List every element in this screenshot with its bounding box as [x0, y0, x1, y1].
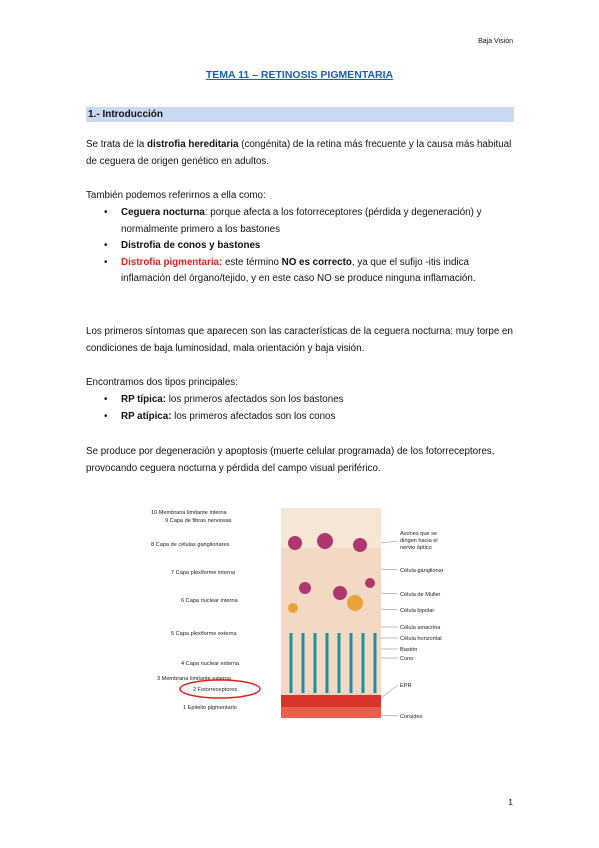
label-muller-cell: Célula de Muller: [400, 592, 441, 598]
label-layer-5: 5 Capa plexiforme externa: [171, 631, 237, 637]
label-layer-10: 10 Membrana limitante interna: [151, 510, 227, 516]
retina-layers-figure: [145, 503, 465, 728]
label-epr: EPR: [400, 683, 412, 689]
label-layer-7: 7 Capa plexiforme interna: [171, 570, 236, 576]
label-layer-6: 6 Capa nuclear interna: [181, 598, 238, 604]
types-list: [86, 392, 516, 425]
label-layer-4: 4 Capa nuclear externa: [181, 661, 240, 667]
label-rod: Bastón: [400, 647, 418, 653]
label-layer-9: 9 Capa de fibras nerviosas: [165, 518, 232, 524]
paragraph-aliases-intro: También podemos referirnos a ella como:: [86, 190, 266, 201]
paragraph-symptoms: Los primeros síntomas que aparecen son las características de la ceguera nocturna: muy torpe en condiciones de baja luminosidad, mala orientación y baja visión.: [86, 326, 513, 354]
label-horizontal-cell: Célula horizontal: [400, 636, 442, 642]
list-item: • Ceguera nocturna: porque afecta a los fotorreceptores (pérdida y degeneración) y normalmente primero a los bastones: [86, 205, 516, 238]
section-heading: 1.- Introducción: [86, 107, 514, 122]
list-item: • RP atípica: los primeros afectados son los conos: [86, 409, 516, 426]
paragraph-types-intro: Encontramos dos tipos principales:: [86, 377, 238, 388]
list-item: • Distrofia pigmentaria: este término NO es correcto, ya que el sufijo -itis indica inflamación del órgano/tejido, y en este caso NO se produce ninguna inflamación.: [86, 255, 516, 288]
paragraph-cause: Se produce por degeneración y apoptosis (muerte celular programada) de los fotorreceptores, provocando ceguera nocturna y pérdida del campo visual periférico.: [86, 446, 495, 474]
label-layer-3: 3 Membrana limitante externa: [157, 676, 231, 682]
label-layer-8: 8 Capa de células ganglionares: [151, 542, 230, 548]
list-item: • Distrofia de conos y bastones: [86, 238, 516, 255]
label-layer-2: 2 Fotorreceptores: [193, 687, 238, 693]
aliases-list: [86, 205, 516, 288]
label-axons-1: Axones que se: [400, 531, 438, 537]
label-bipolar-cell: Célula bipolar: [400, 608, 435, 614]
list-item: • RP típica: los primeros afectados son los bastones: [86, 392, 516, 409]
label-choroid: Coroides: [400, 714, 423, 720]
document-title: TEMA 11 – RETINOSIS PIGMENTARIA: [205, 69, 394, 81]
running-header: Baja Visión: [478, 38, 513, 45]
label-axons-2: dirigen hacia el: [400, 538, 438, 544]
label-amacrine-cell: Célula amacrina: [400, 625, 441, 631]
page-number: 1: [508, 797, 513, 807]
label-cone: Cono: [400, 656, 414, 662]
label-axons-3: nervio óptico: [400, 545, 432, 551]
paragraph-definition: Se trata de la distrofia hereditaria (congénita) de la retina más frecuente y la causa más habitual de ceguera de origen genético en adultos.: [86, 139, 512, 167]
label-layer-1: 1 Epitelio pigmentario: [183, 705, 237, 711]
label-ganglion-cell: Célula ganglionar: [400, 568, 444, 574]
